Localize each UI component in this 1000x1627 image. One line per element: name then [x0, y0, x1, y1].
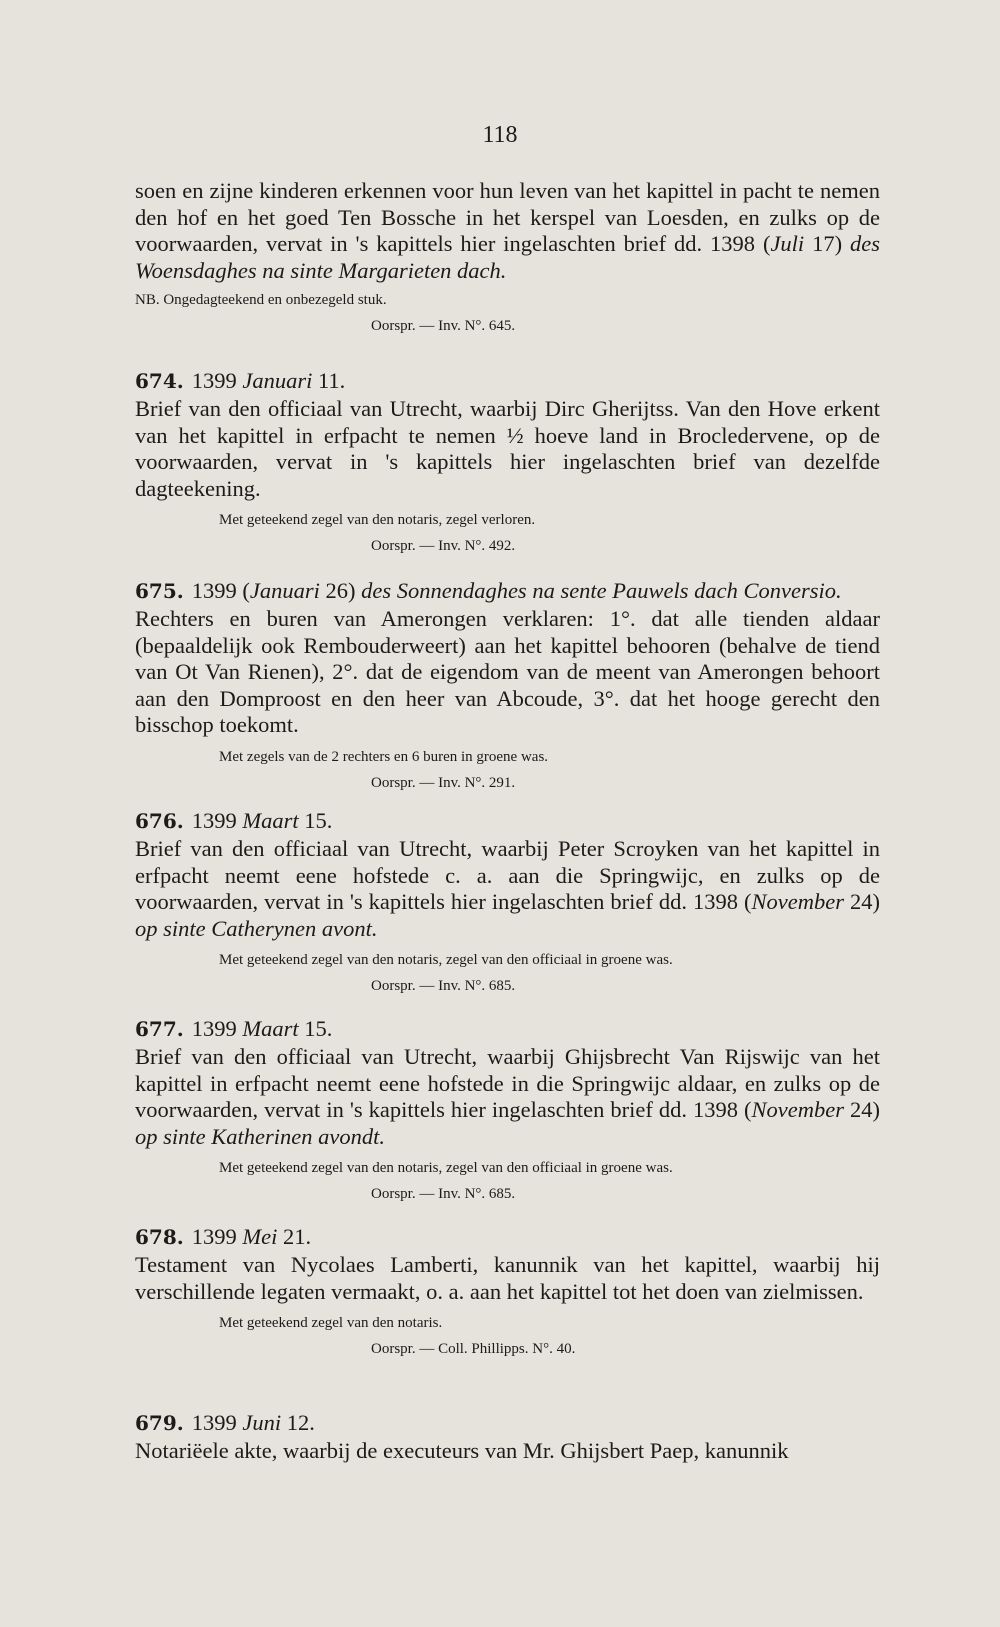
entry-heading: 677. 1399 Maart 15.	[135, 1016, 333, 1041]
entry-text: Rechters en buren van Amerongen verklaren: 1°. dat alle tienden aldaar (bepaaldelijk ook Rembouderweert) aan het kapittel behooren (behalve de tiend van Ot Van Rienen), 2°. dat de eigendom van de meent van Amerongen behoort aan den Domproost en den heer van Abcoude, 3°. dat het hooge gerecht den bisschop toekomt.	[135, 606, 880, 737]
entry-676	[135, 808, 880, 996]
entry-675	[135, 578, 880, 793]
entry-note: Met geteekend zegel van den notaris, zegel verloren.	[219, 512, 536, 528]
entry-note: Met zegels van de 2 rechters en 6 buren in groene was.	[219, 748, 549, 765]
entry-reference: Oorspr. — Coll. Phillipps. N°. 40.	[371, 1341, 576, 1357]
entry-text: soen en zijne kinderen erkennen voor hun leven van het kapittel in pacht te nemen den hof en het goed Ten Bossche in het kerspel van Loesden, en zulks op de voorwaarden, vervat in 's kapittels hier ingelaschten brief dd. 1398 (Juli 17) des Woensdaghes na sinte Margarieten dach.	[135, 178, 880, 283]
entry-text: Notariëele akte, waarbij de executeurs van Mr. Ghijsbert Paep, kanunnik	[135, 1438, 789, 1463]
entry-text: Brief van den officiaal van Utrecht, waarbij Dirc Gherijtss. Van den Hove erkent van het kapittel in erfpacht te nemen ½ hoeve land in Brocledervene, op de voorwaarden, vervat in 's kapittels hier ingelaschten brief van dezelfde dagteekening.	[135, 396, 880, 501]
entry-heading: 676. 1399 Maart 15.	[135, 808, 333, 833]
entry-heading: 674. 1399 Januari 11.	[135, 368, 346, 393]
entry-reference: Oorspr. — Inv. N°. 645.	[371, 318, 516, 334]
entry-note: Met geteekend zegel van den notaris.	[219, 1315, 443, 1331]
entry-reference: Oorspr. — Inv. N°. 685.	[371, 978, 516, 994]
entry-heading: 679. 1399 Juni 12.	[135, 1410, 315, 1435]
entry-heading: 675. 1399 (Januari 26) des Sonnendaghes na sente Pauwels dach Conversio.	[135, 578, 842, 603]
entry-reference: Oorspr. — Inv. N°. 492.	[371, 538, 516, 554]
entry-note: Met geteekend zegel van den notaris, zegel van den officiaal in groene was.	[219, 952, 673, 968]
entry-reference: Oorspr. — Inv. N°. 291.	[371, 774, 516, 791]
entry-674	[135, 368, 880, 556]
entry-note: NB. Ongedagteekend en onbezegeld stuk.	[135, 292, 387, 308]
entry-text: Testament van Nycolaes Lamberti, kanunnik van het kapittel, waarbij hij verschillende legaten vermaakt, o. a. aan het kapittel tot het doen van zielmissen.	[135, 1252, 880, 1304]
continuation-entry	[135, 178, 880, 336]
page-number: 118	[482, 122, 518, 148]
entry-note: Met geteekend zegel van den notaris, zegel van den officiaal in groene was.	[219, 1160, 673, 1176]
entry-678	[135, 1224, 880, 1359]
entry-reference: Oorspr. — Inv. N°. 685.	[371, 1186, 516, 1202]
entry-677	[135, 1016, 880, 1204]
entry-text: Brief van den officiaal van Utrecht, waarbij Peter Scroyken van het kapittel in erfpacht neemt eene hofstede c. a. aan die Springwijc, en zulks op de voorwaarden, vervat in 's kapittels hier ingelaschten brief dd. 1398 (November 24) op sinte Catherynen avont.	[135, 836, 881, 941]
entry-text: Brief van den officiaal van Utrecht, waarbij Ghijsbrecht Van Rijswijc van het kapittel in erfpacht neemt eene hofstede in die Springwijc aldaar, en zulks op de voorwaarden, vervat in 's kapittels hier ingelaschten brief dd. 1398 (November 24) op sinte Katherinen avondt.	[135, 1044, 881, 1149]
entry-heading: 678. 1399 Mei 21.	[135, 1224, 312, 1249]
entry-679	[135, 1410, 880, 1465]
